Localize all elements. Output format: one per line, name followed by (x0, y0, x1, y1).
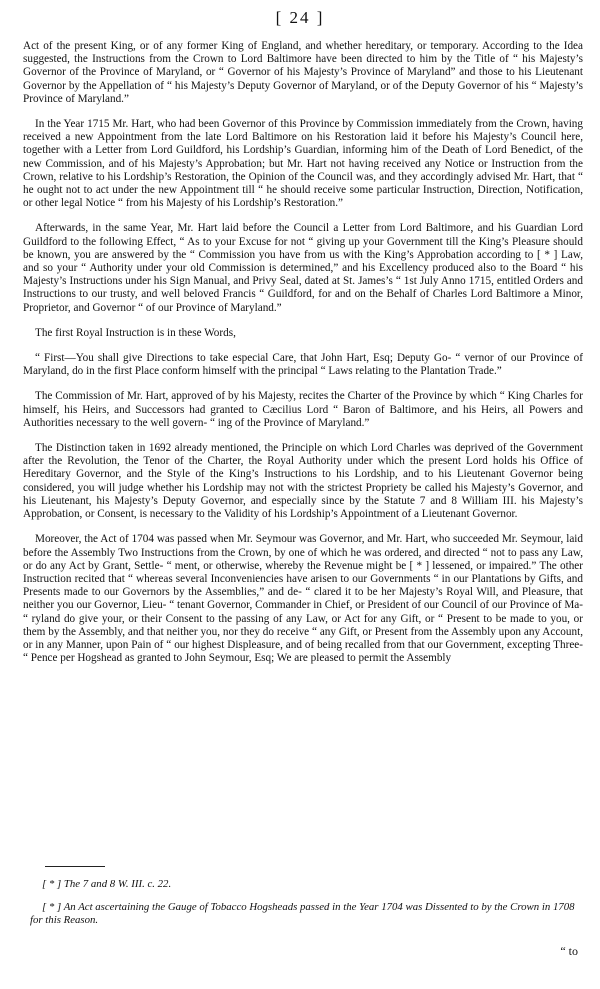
footnote-divider (45, 866, 105, 867)
paragraph: The first Royal Instruction is in these Words, (35, 326, 236, 339)
catchword: “ to (560, 944, 578, 958)
page-number: [ 24 ] (275, 8, 325, 27)
paragraph: Afterwards, in the same Year, Mr. Hart laid before the Council a Letter from Lord Baltimore, and his Guardian Lord Guildford to the following Effect, “ As to your Excuse for not “ giving up your Government till the King’s Pleasure should be known, you are answered by the “ Commission you have from us with the King’s Approbation according to [ * ] Law, and so your “ Authority under your old Commission is determined,” and his Excellency produced also to the Board “ his Majesty’s Instructions under his Sign Manual, and Privy Seal, dated at St. James’s “ 1st July Anno 1715, entitled Orders and Instructions to our trusty, and well beloved Francis “ Guildford, for and on the Behalf of Charles Lord Baltimore a Minor, Proprietor, and Governor “ of our Province of Maryland.” (23, 222, 583, 314)
paragraph: “ First—You shall give Directions to take especial Care, that John Hart, Esq; Deputy Go- “ vernor of our Province of Maryland, do in the first Place conform himself with the principal “ Laws relating to the Plantation Trade.” (23, 352, 583, 378)
paragraph: The Commission of Mr. Hart, approved of by his Majesty, recites the Charter of the Province by which “ King Charles for himself, his Heirs, and Successors had granted to Cæcilius Lord “ Baron of Baltimore, and his Heirs, all Powers and Authorities necessary to the well govern- “ ing of the Province of Maryland.” (23, 390, 583, 429)
paragraph: The Distinction taken in 1692 already mentioned, the Principle on which Lord Charles was deprived of the Government after the Revolution, the Tenor of the Charter, the Royal Authority under which the present Lord holds his Office of Hereditary Governor, and the Style of the King’s Instructions to his Lordship, and to his Lieutenant Governor being considered, you will judge whether his Lordship may not with the strictest Propriety be called his Majesty’s Governor, and his Lieutenant, his Majesty’s Deputy Governor, and especially since by the Statute 7 and 8 William III. his Majesty’s Approbation, or Consent, is necessary to the Validity of his Lordship’s Appointment of a Lieutenant Governor. (23, 442, 583, 521)
footnotes (30, 878, 580, 937)
paragraph: Moreover, the Act of 1704 was passed when Mr. Seymour was Governor, and Mr. Hart, who succeeded Mr. Seymour, laid before the Assembly Two Instructions from the Crown, by one of which he was ordered, and directed “ not to pass any Law, or do any Act by Grant, Settle- “ ment, or otherwise, whereby the Revenue might be [ * ] lessened, or impaired.” The other Instruction recited that “ whereas several Inconveniencies have arisen to our Governments “ in our Plantations by Gifts, and Presents made to our Governors by the Assemblies,” and de- “ clared it to be her Majesty’s Royal Will, and Pleasure, that neither you our Governor, Lieu- “ tenant Governor, Commander in Chief, or President of our Council of our Province of Ma- “ ryland do give your, or their Consent to the passing of any Law, or Act for any Gift, or “ Present to be made to you, or them by the Assembly, and that neither you, nor they do receive “ any Gift, or Present from the Assembly upon any Account, or in any Manner, upon Pain of “ our highest Displeasure, and of being recalled from that our Government, excepting Three- “ Pence per Hogshead as granted to John Seymour, Esq; We are pleased to permit the Assembly (23, 533, 583, 665)
paragraph: Act of the present King, or of any former King of England, and whether hereditary, or temporary. According to the Idea suggested, the Instructions from the Crown to Lord Baltimore have been directed to him by the Title of “ his Majesty’s Governor of the Province of Maryland, or “ Governor of his Majesty’s Province of Maryland” and those to his Lieutenant Governor by the Appellation of “ his Majesty’s Deputy Governor of Maryland, or of the Deputy Governor of his “ Majesty’s Province of Maryland.” (23, 40, 583, 105)
paragraph: In the Year 1715 Mr. Hart, who had been Governor of this Province by Commission immediately from the Crown, having received a new Appointment from the late Lord Baltimore on his Restoration laid it before his Majesty’s Council here, together with a Letter from Lord Guildford, his Lordship’s Guardian, informing him of the Death of Lord Benedict, of the new Commission, and of his Majesty’s Approbation; but Mr. Hart not having received any Notice or Instruction from the Crown, relative to his Lordship’s Restoration, the Opinion of the Council was, and they accordingly advised Mr. Hart, that “ he ought not to act under the new Appointment till “ he should receive some particular Instruction, Direction, Notification, or other legal Notice “ from his Majesty of his Lordship’s Restoration.” (23, 118, 583, 210)
footnote: [ * ] An Act ascertaining the Gauge of Tobacco Hogsheads passed in the Year 1704 was Dissented to by the Crown in 1708 for this Reason. (30, 901, 575, 926)
main-text (23, 40, 583, 677)
footnote: [ * ] The 7 and 8 W. III. c. 22. (42, 878, 172, 890)
